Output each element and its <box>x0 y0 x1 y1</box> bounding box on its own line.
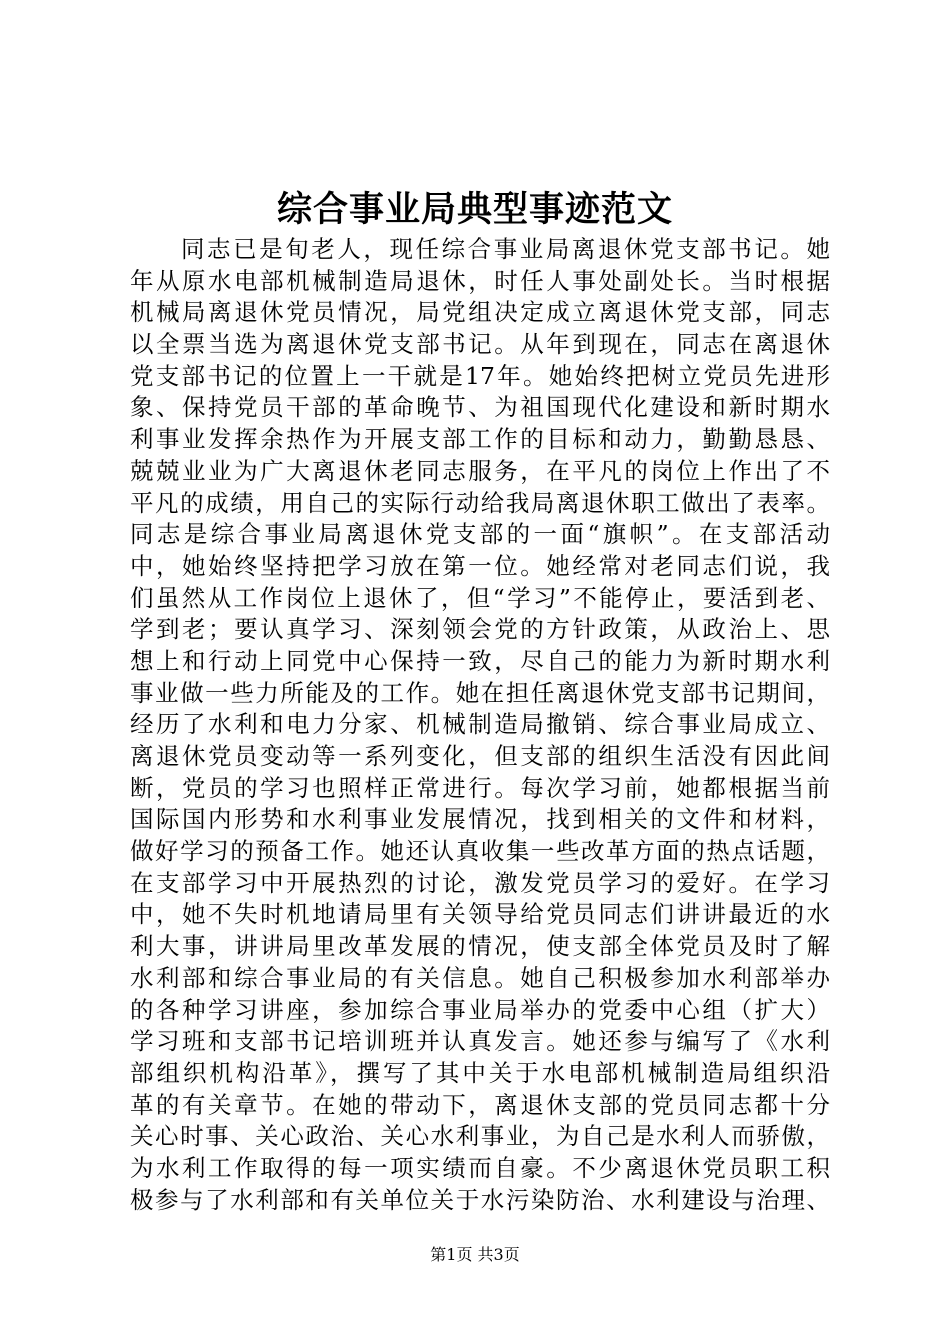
body-line: 国际国内形势和水利事业发展情况，找到相关的文件和材料， <box>130 805 830 834</box>
body-line: 极参与了水利部和有关单位关于水污染防治、水利建设与治理、 <box>130 1185 830 1214</box>
body-line: 机械局离退休党员情况，局党组决定成立离退休党支部，同志 <box>130 298 830 327</box>
body-line: 中，她不失时机地请局里有关领导给党员同志们讲讲最近的水 <box>130 900 830 929</box>
body-line: 平凡的成绩，用自己的实际行动给我局离退休职工做出了表率。 <box>130 488 830 517</box>
body-line: 关心时事、关心政治、关心水利事业，为自己是水利人而骄傲， <box>130 1122 830 1151</box>
body-line: 经历了水利和电力分家、机械制造局撤销、综合事业局成立、 <box>130 710 830 739</box>
body-line: 兢兢业业为广大离退休老同志服务，在平凡的岗位上作出了不 <box>130 456 830 485</box>
body-line: 年从原水电部机械制造局退休，时任人事处副处长。当时根据 <box>130 266 830 295</box>
body-line: 学到老；要认真学习、深刻领会党的方针政策，从政治上、思 <box>130 615 830 644</box>
body-line: 同志是综合事业局离退休党支部的一面“旗帜”。在支部活动 <box>130 520 830 549</box>
body-line: 们虽然从工作岗位上退休了，但“学习”不能停止，要活到老、 <box>130 583 830 612</box>
body-line: 以全票当选为离退休党支部书记。从年到现在，同志在离退休 <box>130 330 830 359</box>
body-line: 革的有关章节。在她的带动下，离退休支部的党员同志都十分 <box>130 1090 830 1119</box>
body-line: 部组织机构沿革》，撰写了其中关于水电部机械制造局组织沿 <box>130 1058 830 1087</box>
body-line: 做好学习的预备工作。她还认真收集一些改革方面的热点话题， <box>130 837 830 866</box>
body-line: 离退休党员变动等一系列变化，但支部的组织生活没有因此间 <box>130 742 830 770</box>
body-line: 利大事，讲讲局里改革发展的情况，使支部全体党员及时了解 <box>130 932 830 961</box>
body-line: 利事业发挥余热作为开展支部工作的目标和动力，勤勤恳恳、 <box>130 425 830 454</box>
page-number-footer: 第1页 共3页 <box>430 1245 520 1264</box>
body-line: 象、保持党员干部的革命晚节、为祖国现代化建设和新时期水 <box>130 393 830 422</box>
body-line: 学习班和支部书记培训班并认真发言。她还参与编写了《水利 <box>130 1027 830 1056</box>
document-title: 综合事业局典型事迹范文 <box>276 189 673 230</box>
body-line: 想上和行动上同党中心保持一致，尽自己的能力为新时期水利 <box>130 646 830 675</box>
body-line: 事业做一些力所能及的工作。她在担任离退休党支部书记期间， <box>130 678 830 707</box>
body-line: 的各种学习讲座，参加综合事业局举办的党委中心组（扩大） <box>130 995 830 1024</box>
body-line: 为水利工作取得的每一项实绩而自豪。不少离退休党员职工积 <box>130 1153 830 1182</box>
body-line: 在支部学习中开展热烈的讨论，激发党员学习的爱好。在学习 <box>130 868 830 897</box>
body-line: 断，党员的学习也照样正常进行。每次学习前，她都根据当前 <box>130 773 830 802</box>
body-line: 党支部书记的位置上一干就是17年。她始终把树立党员先进形 <box>130 361 830 390</box>
body-line: 中，她始终坚持把学习放在第一位。她经常对老同志们说，我 <box>130 551 830 580</box>
body-line: 同志已是旬老人，现任综合事业局离退休党支部书记。她 <box>181 235 830 263</box>
body-line: 水利部和综合事业局的有关信息。她自己积极参加水利部举办 <box>130 963 830 992</box>
document-body <box>130 234 830 1216</box>
